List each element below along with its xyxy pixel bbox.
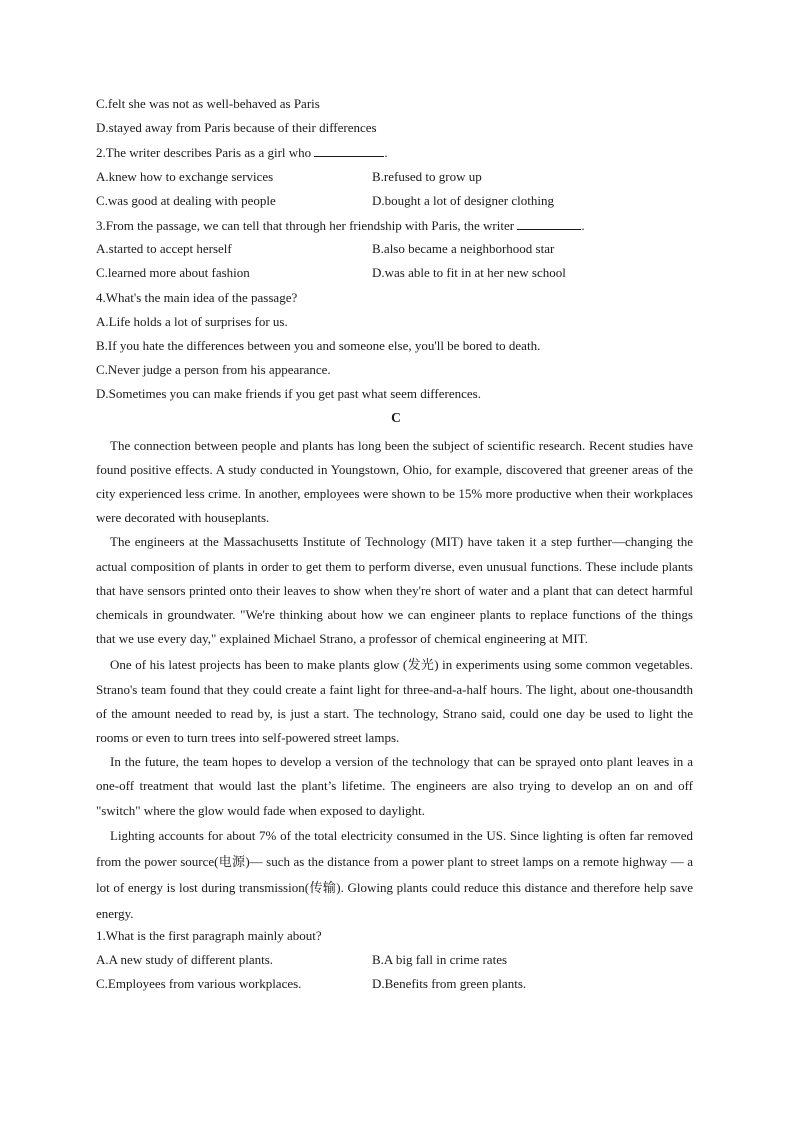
answer-blank [517, 216, 581, 230]
option-a: A.started to accept herself [96, 241, 232, 257]
option-a: A.A new study of different plants. [96, 952, 274, 968]
question-4-stem: 4.What's the main idea of the passage? [96, 289, 298, 305]
option-b: B.A big fall in crime rates [372, 952, 508, 968]
option-a: A.Life holds a lot of surprises for us. [96, 313, 288, 329]
section-heading: C [391, 410, 401, 426]
document-page [96, 95, 696, 999]
question-3-tail: . [581, 217, 585, 233]
option-c: C.learned more about fashion [96, 265, 250, 281]
passage-paragraph: The connection between people and plants has long been the subject of scientific research. Recent studies have found positive effects. A study conducted in Youngstown, Ohio, for example, discovered that greener areas of the city experienced less crime. In another, employees were shown to be 15% more productive when their workplaces were decorated with houseplants. [96, 437, 693, 526]
question-1-options-row-2 [96, 975, 696, 999]
passage-paragraph: One of his latest projects has been to make plants glow (发光) in experiments using some common vegetables. Strano's team found that they could create a faint light for three-and-a-half hours. The light, about one-thousandth of the amount needed to read by, is just a start. The technology, Strano said, could one day be used to light the rooms or even to turn trees into self-powered street lamps. [96, 657, 693, 746]
passage-paragraph: In the future, the team hopes to develop a version of the technology that can be sprayed onto plant leaves in a one-off treatment that would last the plant’s lifetime. The engineers are also trying to develop an on and off "switch" where the glow would fade when exposed to daylight. [96, 754, 693, 818]
option-b: B.If you hate the differences between you and someone else, you'll be bored to death. [96, 337, 541, 353]
option-d: D.Benefits from green plants. [372, 976, 527, 992]
option-c: C.was good at dealing with people [96, 192, 276, 208]
question-1-options-row-1 [96, 951, 696, 975]
option-a: A.knew how to exchange services [96, 168, 274, 184]
question-3-stem [96, 216, 696, 240]
question-1-stem: 1.What is the first paragraph mainly about? [96, 927, 322, 943]
passage-paragraph: Lighting accounts for about 7% of the total electricity consumed in the US. Since lighting is often far removed from the power source(电源)— such as the distance from a power plant to street lamps on a remote highway — a lot of energy is lost during transmission(传输). Glowing plants could reduce this distance and therefore help save energy. [96, 827, 693, 921]
question-3-options-row-1 [96, 240, 696, 264]
question-2-tail: . [384, 145, 388, 161]
question-2-options-row-2 [96, 192, 696, 216]
option-d-prev: D.stayed away from Paris because of their differences [96, 120, 377, 136]
question-3-options-row-2 [96, 264, 696, 288]
option-d: D.bought a lot of designer clothing [372, 192, 554, 208]
question-2-text: 2.The writer describes Paris as a girl who [96, 145, 315, 161]
question-3-text: 3.From the passage, we can tell that through her friendship with Paris, the writer [96, 217, 518, 233]
passage-paragraph: The engineers at the Massachusetts Institute of Technology (MIT) have taken it a step further—changing the actual composition of plants in order to get them to perform diverse, even unusual functions. These include plants that have sensors printed onto their leaves to show when they're short of water and a plant that can detect harmful chemicals in groundwater. "We're thinking about how we can engineer plants to replace functions of the things that we use every day," explained Michael Strano, a professor of chemical engineering at MIT. [96, 534, 693, 647]
option-d: D.was able to fit in at her new school [372, 265, 566, 281]
option-c-prev: C.felt she was not as well-behaved as Paris [96, 96, 320, 111]
answer-blank [314, 143, 384, 157]
option-c: C.Never judge a person from his appearance. [96, 362, 331, 378]
option-c: C.Employees from various workplaces. [96, 976, 302, 992]
option-b: B.refused to grow up [372, 168, 482, 184]
option-d: D.Sometimes you can make friends if you get past what seem differences. [96, 386, 481, 402]
question-2-stem [96, 143, 696, 167]
question-2-options-row-1 [96, 168, 696, 192]
option-b: B.also became a neighborhood star [372, 241, 555, 257]
